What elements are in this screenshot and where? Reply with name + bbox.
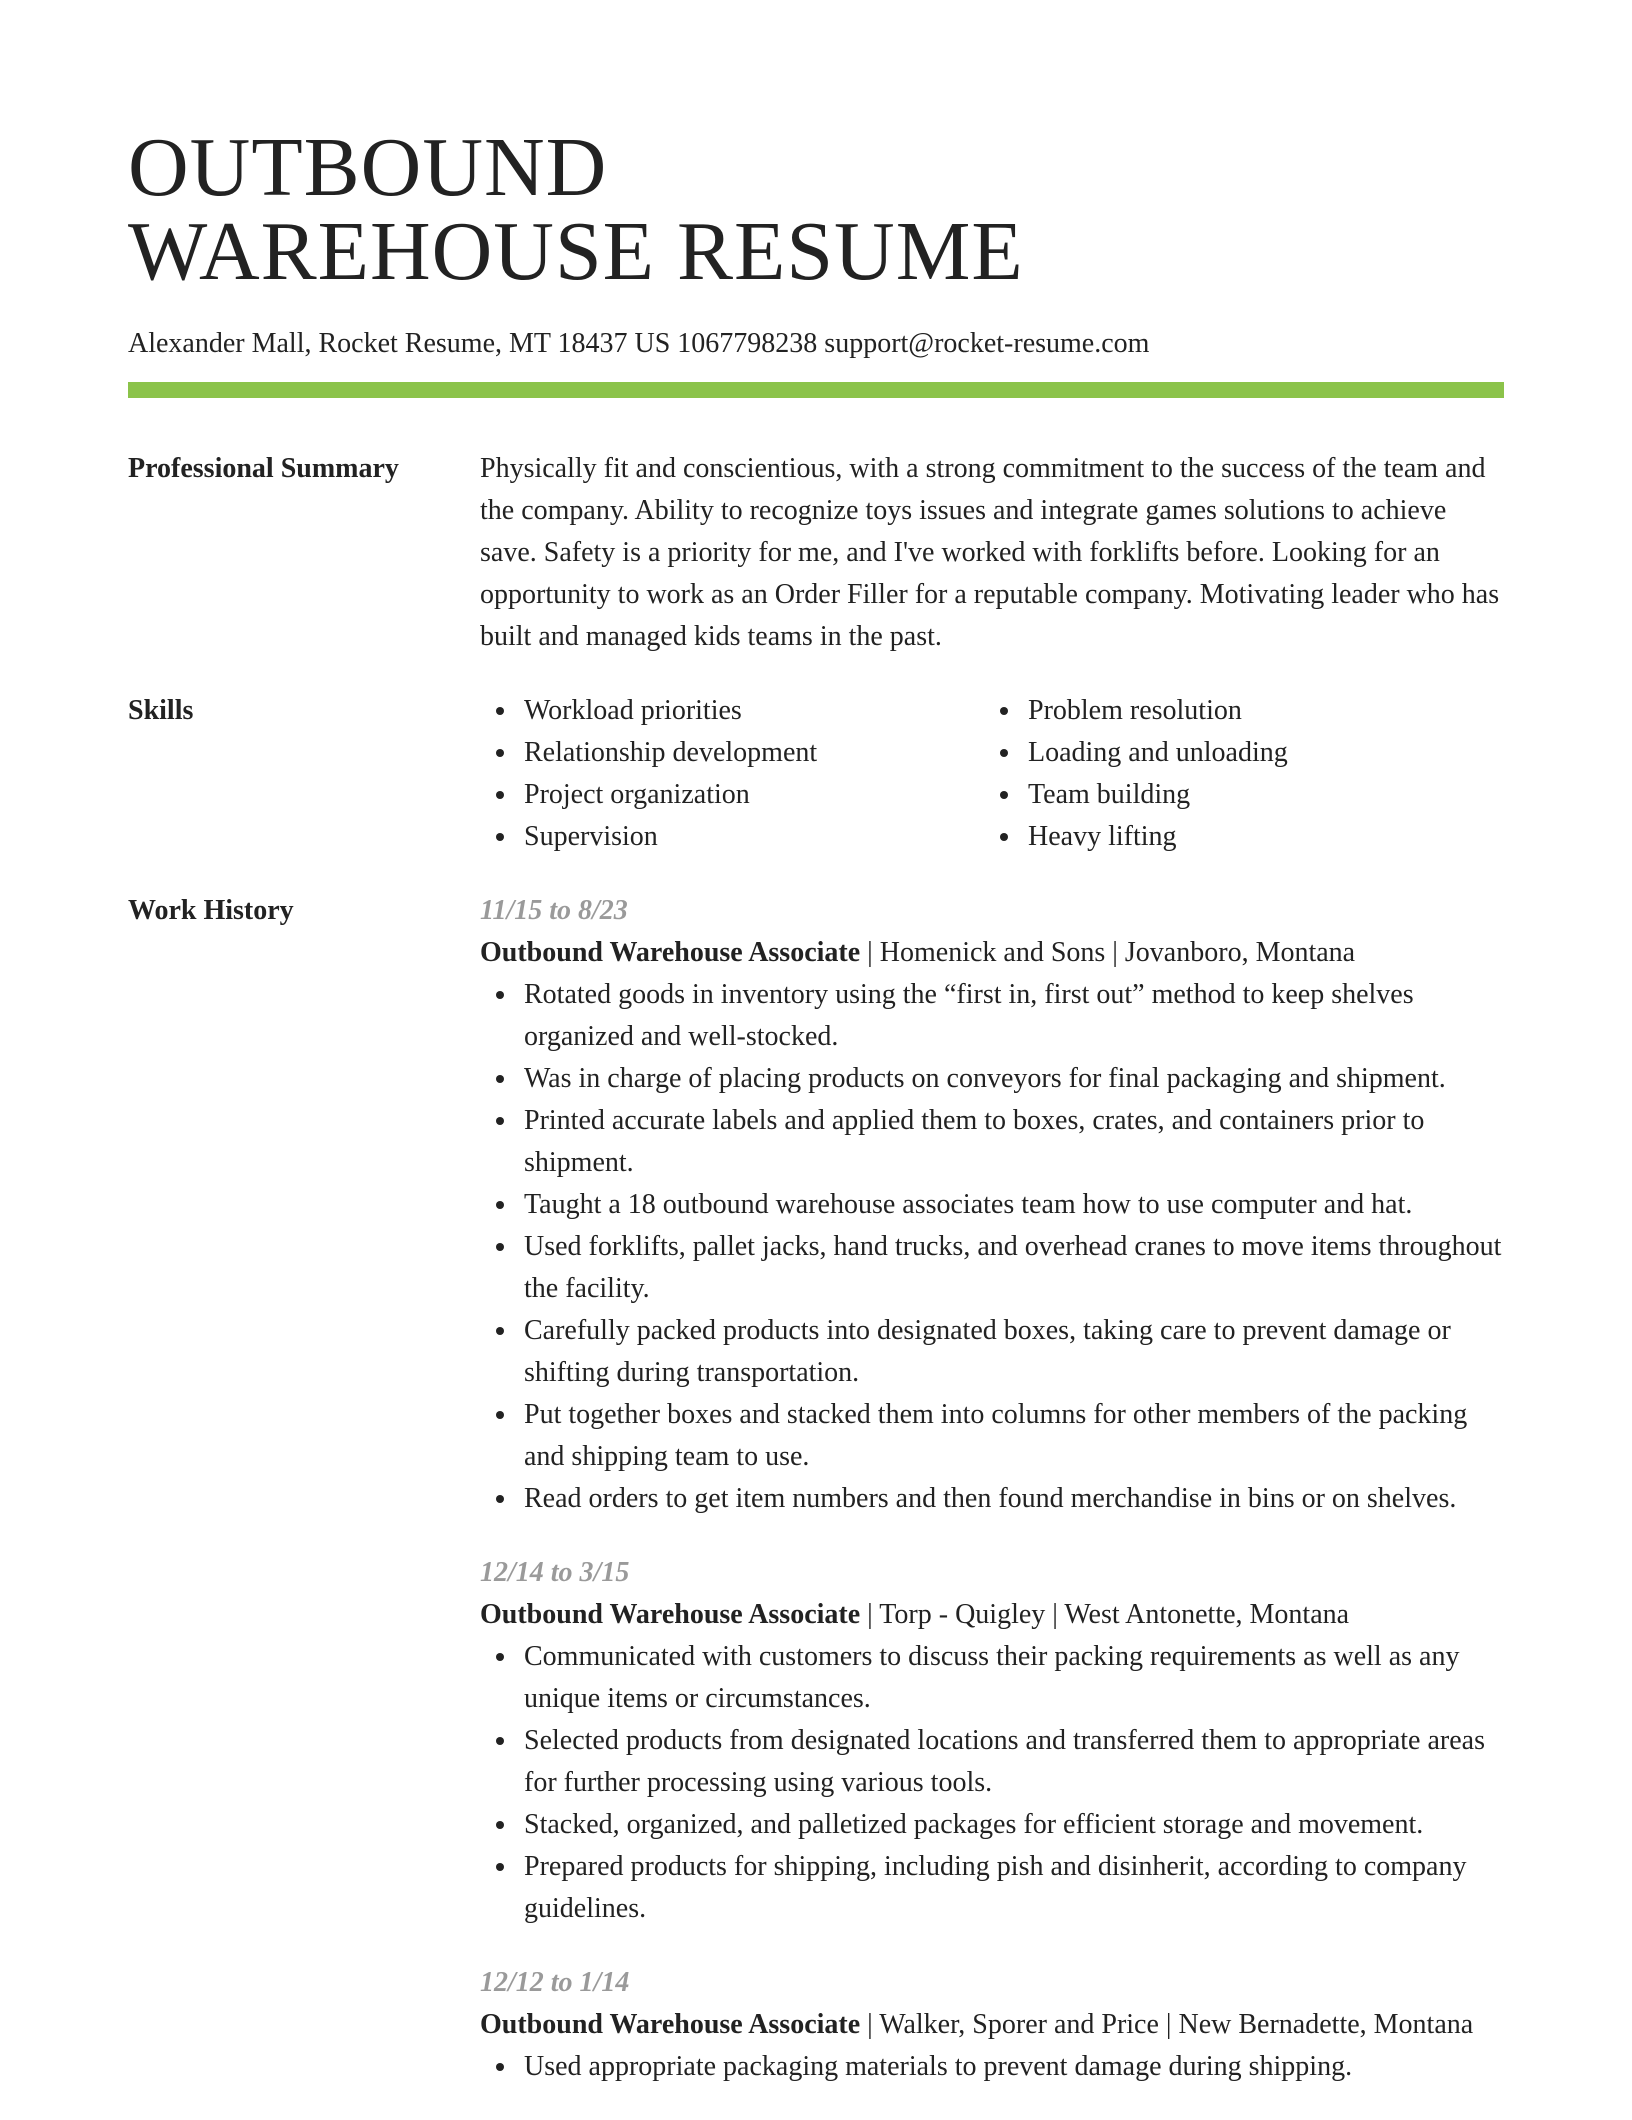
skill-item: Project organization [524,774,984,816]
job-dates: 11/15 to 8/23 [480,895,628,926]
skill-item: Relationship development [524,732,984,774]
job-heading [480,2004,1504,2046]
job-title: Outbound Warehouse Associate [480,1599,861,1630]
skill-item: Loading and unloading [1028,732,1488,774]
job-heading [480,1594,1504,1636]
job-title: Outbound Warehouse Associate [480,2009,861,2040]
job-bullet-list [480,974,1504,1520]
section-heading: Work History [128,895,294,926]
resume-title-line-1: OUTBOUND [128,121,608,214]
job-dates: 12/12 to 1/14 [480,1967,630,1998]
job-employer-location: | Walker, Sporer and Price | New Bernadette, Montana [860,2009,1474,2040]
job-bullet: Stacked, organized, and palletized packages for efficient storage and movement. [524,1804,1504,1846]
job-bullet: Printed accurate labels and applied them to boxes, crates, and containers prior to shipment. [524,1100,1504,1184]
job-bullet: Prepared products for shipping, including pish and disinherit, according to company guidelines. [524,1846,1504,1930]
skills-list-left [480,690,984,858]
job-heading [480,932,1504,974]
skill-item: Heavy lifting [1028,816,1488,858]
section-heading: Skills [128,695,194,726]
skills-grid [480,690,1504,858]
section-heading: Professional Summary [128,453,399,484]
job-entry [480,1552,1504,1930]
job-bullet: Communicated with customers to discuss their packing requirements as well as any unique items or circumstances. [524,1636,1504,1720]
job-employer-location: | Homenick and Sons | Jovanboro, Montana [860,937,1356,968]
contact-info: Alexander Mall, Rocket Resume, MT 18437 US 1067798238 support@rocket-resume.com [128,328,1150,359]
job-entry [480,890,1504,1520]
job-bullet-list [480,1636,1504,1930]
job-bullet: Rotated goods in inventory using the “first in, first out” method to keep shelves organized and well-stocked. [524,974,1504,1058]
skill-item: Workload priorities [524,690,984,732]
job-bullet-list [480,2046,1504,2088]
job-bullet: Read orders to get item numbers and then found merchandise in bins or on shelves. [524,1478,1504,1520]
skills-list-right [984,690,1488,858]
job-bullet: Selected products from designated locations and transferred them to appropriate areas for further processing using various tools. [524,1720,1504,1804]
job-bullet: Put together boxes and stacked them into columns for other members of the packing and shipping team to use. [524,1394,1504,1478]
work-history-section [128,890,1504,2120]
work-history-body [480,890,1504,2120]
skill-item: Team building [1028,774,1488,816]
summary-text: Physically fit and conscientious, with a strong commitment to the success of the team and the company. Ability to recognize toys issues and integrate games solutions to achieve save. Safety is a priority for me, and I've worked with forklifts before. Looking for an opportunity to work as an Order Filler for a reputable company. Motivating leader who has built and managed kids teams in the past. [480,453,1500,652]
summary-body [480,448,1504,658]
job-bullet: Was in charge of placing products on conveyors for final packaging and shipment. [524,1058,1504,1100]
job-bullet: Used appropriate packaging materials to prevent damage during shipping. [524,2046,1504,2088]
skill-item: Problem resolution [1028,690,1488,732]
resume-title-line-2: WAREHOUSE RESUME [128,205,1024,298]
summary-section [128,448,1504,658]
job-entry [480,1962,1504,2088]
resume-title [128,121,1504,298]
job-bullet: Carefully packed products into designated boxes, taking care to prevent damage or shifting during transportation. [524,1310,1504,1394]
job-title: Outbound Warehouse Associate [480,937,861,968]
job-bullet: Used forklifts, pallet jacks, hand trucks, and overhead cranes to move items throughout the facility. [524,1226,1504,1310]
skill-item: Supervision [524,816,984,858]
skills-section [128,690,1504,858]
job-employer-location: | Torp - Quigley | West Antonette, Montana [860,1599,1350,1630]
job-bullet: Taught a 18 outbound warehouse associates team how to use computer and hat. [524,1184,1504,1226]
accent-divider [128,382,1504,398]
job-dates: 12/14 to 3/15 [480,1557,630,1588]
